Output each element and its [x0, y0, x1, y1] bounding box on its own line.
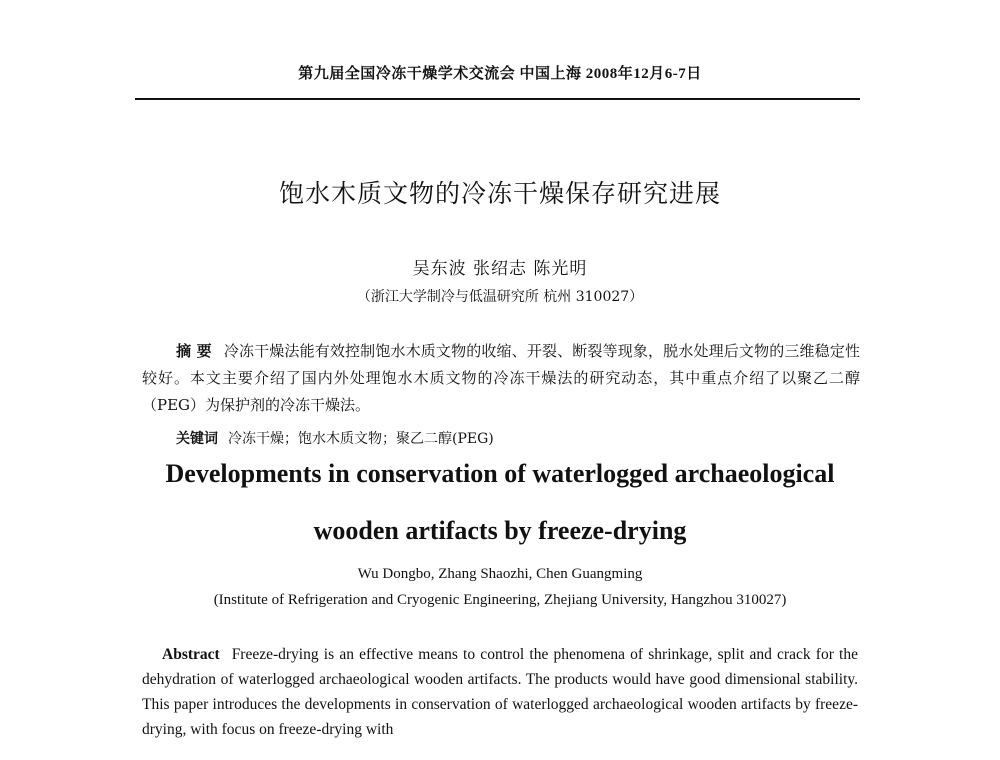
- chinese-keywords-text: 冷冻干燥；饱水木质文物；聚乙二醇(PEG): [228, 431, 494, 447]
- english-title-line-1: Developments in conservation of waterlogged archaeological: [165, 459, 835, 488]
- english-abstract-text: Freeze-drying is an effective means to control the phenomena of shrinkage, split and crack for the dehydration of waterlogged archaeological wooden artifacts. The products would have good dimensional stability. This paper introduces the developments in conservation of waterlogged archaeological wooden artifacts by freeze-drying, with focus on freeze-drying with: [142, 646, 858, 738]
- header-rule: [135, 98, 860, 100]
- english-authors: Wu Dongbo, Zhang Shaozhi, Chen Guangming: [357, 566, 643, 582]
- chinese-keywords-label: 关键词: [176, 431, 218, 447]
- chinese-abstract-label: 摘 要: [176, 342, 212, 360]
- chinese-abstract: [142, 338, 860, 419]
- chinese-abstract-text: 冷冻干燥法能有效控制饱水木质文物的收缩、开裂、断裂等现象，脱水处理后文物的三维稳定性较好。本文主要介绍了国内外处理饱水木质文物的冷冻干燥法的研究动态，其中重点介绍了以聚乙二醇（PEG）为保护剂的冷冻干燥法。: [142, 342, 860, 414]
- english-abstract-label: Abstract: [162, 646, 220, 663]
- chinese-title: 饱水木质文物的冷冻干燥保存研究进展: [278, 179, 721, 208]
- english-abstract: [142, 642, 858, 742]
- english-title-line-2: wooden artifacts by freeze-drying: [313, 516, 687, 545]
- running-head: 第九届全国冷冻干燥学术交流会 中国上海 2008年12月6-7日: [298, 66, 702, 82]
- english-affiliation: (Institute of Refrigeration and Cryogenic Engineering, Zhejiang University, Hangzhou 310027): [213, 592, 787, 608]
- chinese-authors: 吴东波 张绍志 陈光明: [412, 259, 588, 279]
- chinese-affiliation: （浙江大学制冷与低温研究所 杭州 310027）: [356, 289, 644, 305]
- chinese-keywords: [176, 428, 494, 450]
